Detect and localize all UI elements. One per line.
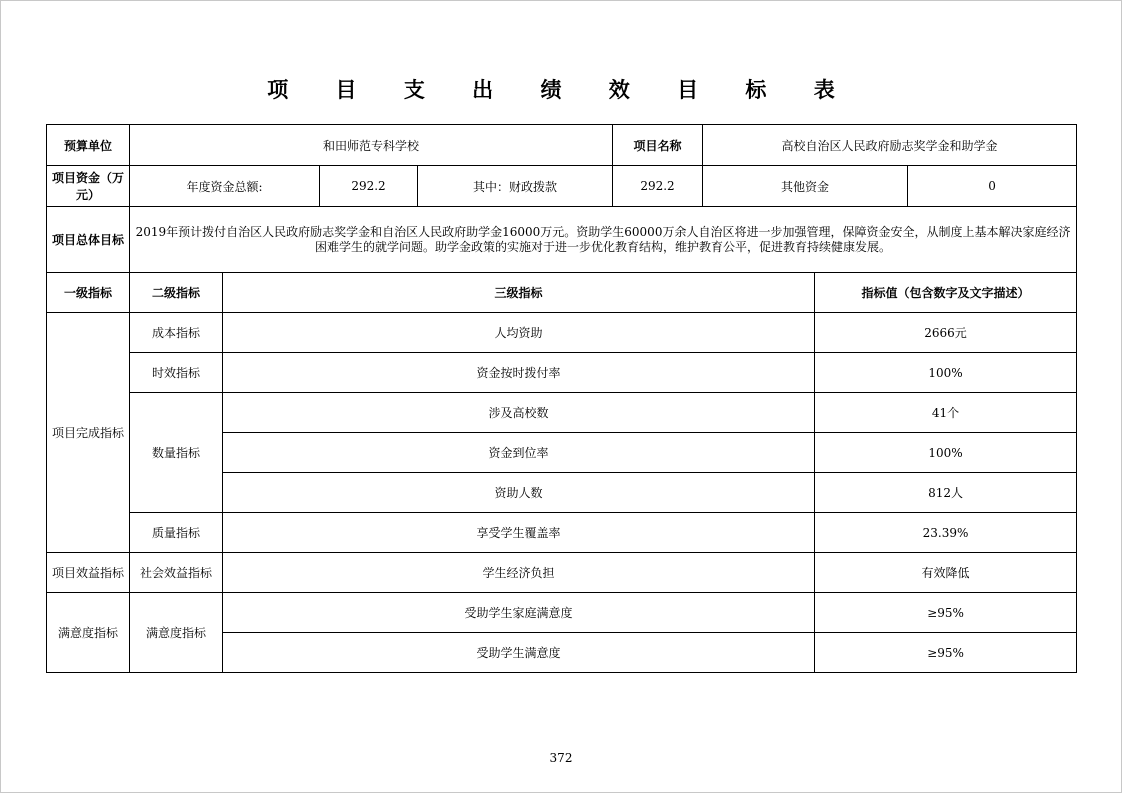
funds-label: 项目资金（万元）: [47, 166, 130, 207]
indicator-value: 有效降低: [815, 553, 1077, 593]
funds-fiscal-value: 292.2: [613, 166, 703, 207]
page-title: 项 目 支 出 绩 效 目 标 表: [267, 78, 855, 102]
table-row: [47, 553, 1077, 593]
goal-text: 2019年预计拨付自治区人民政府励志奖学金和自治区人民政府助学金16000万元。资助学生60000万余人自治区将进一步加强管理，保障资金安全，从制度上基本解决家庭经济困难学生的就学问题。助学金政策的实施对于进一步优化教育结构，维护教育公平，促进教育持续健康发展。: [130, 207, 1077, 273]
indicator-value: 812人: [815, 473, 1077, 513]
indicator-name: 受助学生满意度: [223, 633, 815, 673]
indicator-name: 涉及高校数: [223, 393, 815, 433]
funds-row: [47, 166, 1077, 207]
column-header-row: [47, 273, 1077, 313]
column-header-level3: 三级指标: [223, 273, 815, 313]
indicator-value: ≥95%: [815, 593, 1077, 633]
funds-total-value: 292.2: [320, 166, 418, 207]
level2-quality: 质量指标: [130, 513, 223, 553]
level2-social: 社会效益指标: [130, 553, 223, 593]
table-row: [47, 513, 1077, 553]
column-header-level1: 一级指标: [47, 273, 130, 313]
indicator-name: 人均资助: [223, 313, 815, 353]
indicator-name: 学生经济负担: [223, 553, 815, 593]
page-number: 372: [549, 751, 573, 765]
project-name-value: 高校自治区人民政府励志奖学金和助学金: [703, 125, 1077, 166]
indicator-name: 资金按时拨付率: [223, 353, 815, 393]
budget-unit-row: [47, 125, 1077, 166]
indicator-value: 100%: [815, 353, 1077, 393]
funds-total-label: 年度资金总额:: [130, 166, 320, 207]
funds-other-value: 0: [908, 166, 1077, 207]
level2-cost: 成本指标: [130, 313, 223, 353]
level1-benefit: 项目效益指标: [47, 553, 130, 593]
project-name-label: 项目名称: [613, 125, 703, 166]
indicator-name: 享受学生覆盖率: [223, 513, 815, 553]
budget-unit-label: 预算单位: [47, 125, 130, 166]
column-header-level2: 二级指标: [130, 273, 223, 313]
level2-quantity: 数量指标: [130, 393, 223, 513]
table-row: [47, 353, 1077, 393]
indicator-name: 受助学生家庭满意度: [223, 593, 815, 633]
indicator-value: 2666元: [815, 313, 1077, 353]
funds-other-label: 其他资金: [703, 166, 908, 207]
column-header-value: 指标值（包含数字及文字描述）: [815, 273, 1077, 313]
indicator-name: 资金到位率: [223, 433, 815, 473]
level1-satisfaction: 满意度指标: [47, 593, 130, 673]
performance-table: [46, 124, 1077, 673]
goal-label: 项目总体目标: [47, 207, 130, 273]
indicator-value: 23.39%: [815, 513, 1077, 553]
indicator-value: 100%: [815, 433, 1077, 473]
budget-unit-value: 和田师范专科学校: [130, 125, 613, 166]
indicator-name: 资助人数: [223, 473, 815, 513]
indicator-value: 41个: [815, 393, 1077, 433]
level2-satisfaction: 满意度指标: [130, 593, 223, 673]
table-row: [47, 313, 1077, 353]
funds-fiscal-label: 其中：财政拨款: [418, 166, 613, 207]
goal-row: [47, 207, 1077, 273]
level1-completion: 项目完成指标: [47, 313, 130, 553]
level2-time: 时效指标: [130, 353, 223, 393]
indicator-value: ≥95%: [815, 633, 1077, 673]
table-row: [47, 593, 1077, 633]
table-row: [47, 393, 1077, 433]
